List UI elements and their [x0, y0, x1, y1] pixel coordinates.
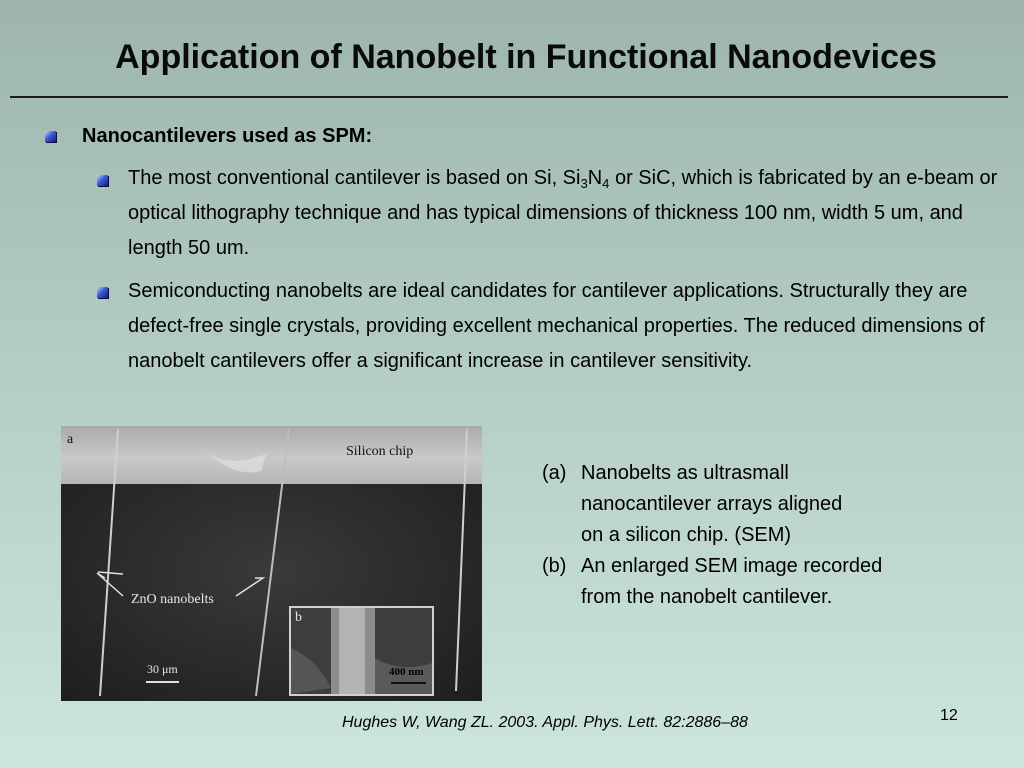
caption-text: Nanobelts as ultrasmall nanocantilever arrays aligned on a silicon chip. (SEM) [581, 462, 843, 546]
figure-caption [542, 458, 942, 613]
bullet-icon [97, 287, 108, 298]
bullet-icon [45, 131, 56, 142]
section-heading: Nanocantilevers used as SPM: [82, 125, 373, 147]
paragraph-nanobelts: Semiconducting nanobelts are ideal candidates for cantilever applications. Structurally they are defect-free single crystals, providing excellent mechanical properties. The reduced dimensions of nanobelt cantilevers offer a significant increase in cantilever sensitivity. [128, 280, 985, 372]
bullet-icon [97, 175, 108, 186]
caption-label: (b) [542, 555, 567, 577]
citation: Hughes W, Wang ZL. 2003. Appl. Phys. Lett. 82:2886–88 [342, 714, 748, 731]
caption-item-b [542, 551, 942, 613]
sem-inset-b [289, 606, 434, 696]
zno-nanobelts-label: ZnO nanobelts [131, 592, 214, 607]
inset-nanobelt [291, 608, 432, 694]
figure-label-a: a [67, 432, 74, 447]
figure-label-b: b [295, 610, 302, 625]
caption-item-a [542, 458, 942, 551]
scale-bar-main: 30 μm [147, 662, 178, 676]
slide-title: Application of Nanobelt in Functional Nanodevices [115, 38, 937, 76]
caption-label: (a) [542, 462, 567, 484]
silicon-chip-label: Silicon chip [346, 444, 414, 459]
paragraph-cantilever: The most conventional cantilever is based on Si, $Si_3N_4$ or SiC, which is fabricated by an e-beam or optical lithography technique and has typical dimensions of thickness 100 nm, width 5 um, and length 50 um. [128, 167, 998, 259]
scale-bar-inset: 400 nm [389, 666, 424, 678]
title-divider [10, 96, 1008, 98]
sem-image [61, 426, 482, 701]
caption-text: An enlarged SEM image recorded from the nanobelt cantilever. [581, 555, 883, 608]
page-number: 12 [940, 707, 958, 724]
